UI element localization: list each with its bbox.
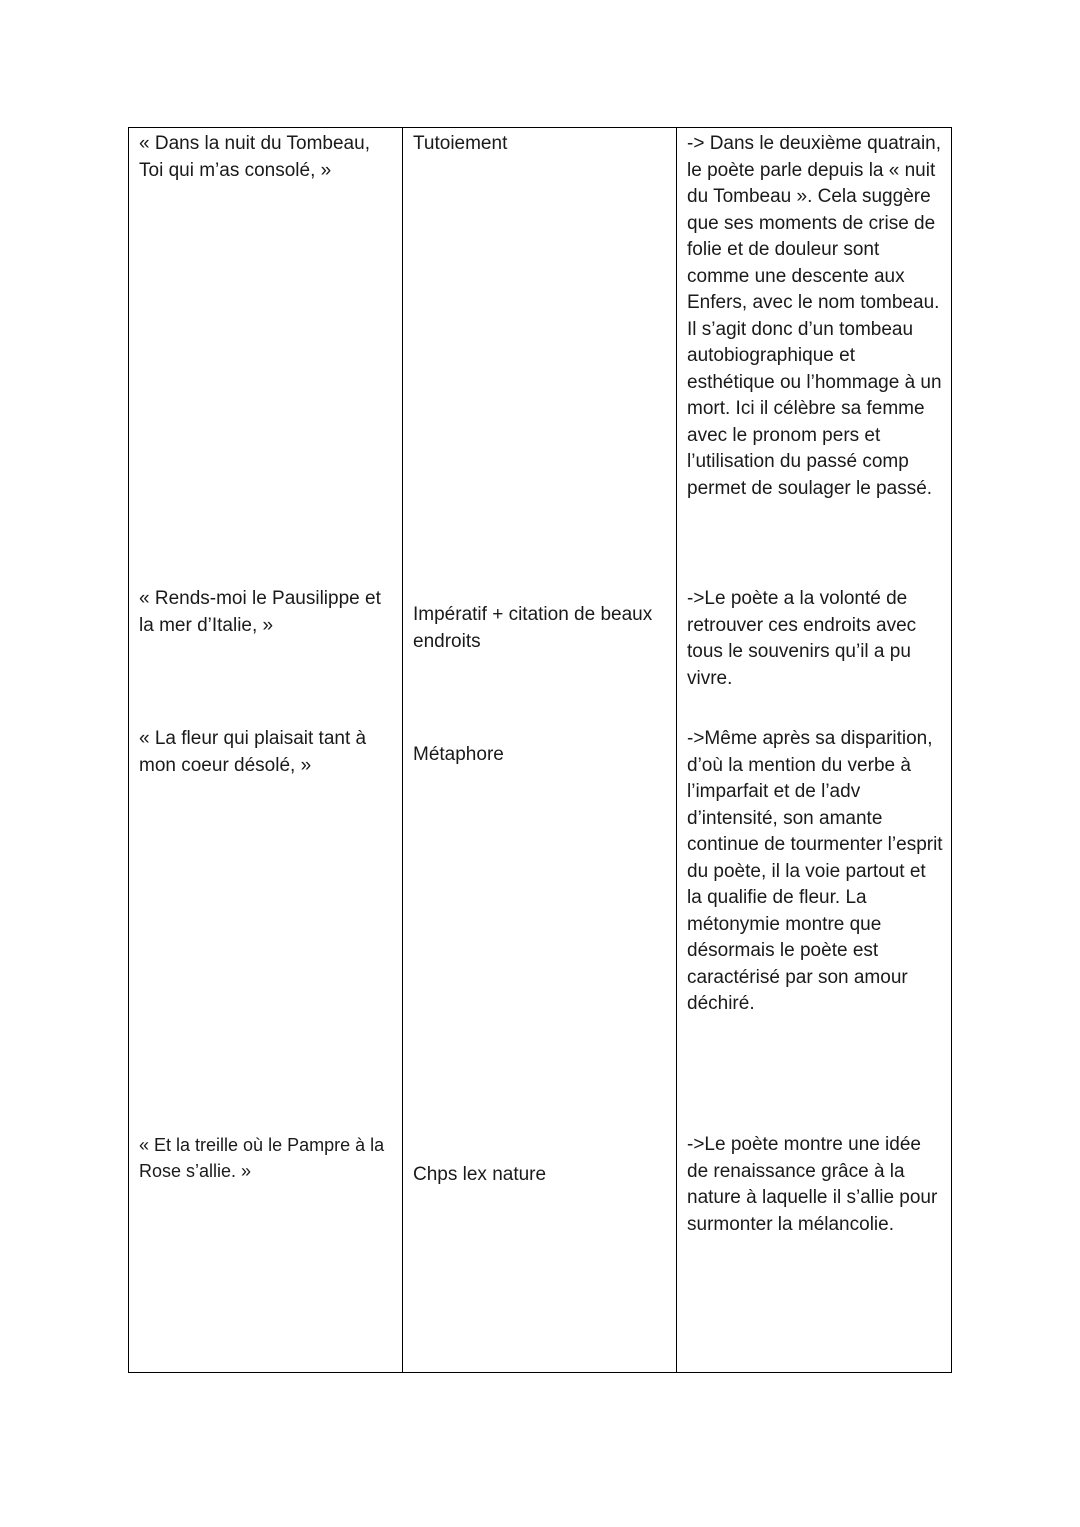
quote-cell (129, 128, 403, 573)
table-row (129, 1118, 952, 1373)
quote-cell (129, 712, 403, 1118)
figure-text: Tutoiement (413, 133, 508, 154)
analysis-cell (677, 572, 952, 712)
analysis-text: ->Le poète montre une idée de renaissance grâce à la nature à laquelle il s’allie pour surmonter la mélancolie. (687, 1134, 938, 1235)
analysis-cell (677, 1118, 952, 1373)
figure-text: Métaphore (413, 744, 504, 765)
table-row (129, 712, 952, 1118)
figure-cell (403, 572, 677, 712)
figure-text: Impératif + citation de beaux endroits (413, 604, 653, 652)
analysis-text: ->Le poète a la volonté de retrouver ces endroits avec tous le souvenirs qu’il a pu vivre. (687, 588, 917, 689)
figure-cell (403, 1118, 677, 1373)
quote-text: « Et la treille où le Pampre à la Rose s’allie. » (139, 1135, 385, 1181)
analysis-text: ->Même après sa disparition, d’où la mention du verbe à l’imparfait et de l’adv d’intensité, son amante continue de tourmenter l’esprit du poète, il la voie partout et la qualifie de fleur. La métonymie montre que désormais le poète est caractérisé par son amour déchiré. (687, 728, 943, 1014)
figure-cell (403, 712, 677, 1118)
quote-cell (129, 572, 403, 712)
quote-cell (129, 1118, 403, 1373)
quote-text: « Dans la nuit du Tombeau, Toi qui m’as consolé, » (139, 133, 370, 181)
figure-text: Chps lex nature (413, 1164, 547, 1185)
table-row (129, 572, 952, 712)
analysis-cell (677, 712, 952, 1118)
quote-text: « La fleur qui plaisait tant à mon coeur désolé, » (139, 728, 367, 776)
figure-cell (403, 128, 677, 573)
analysis-text: -> Dans le deuxième quatrain, le poète parle depuis la « nuit du Tombeau ». Cela suggère que ses moments de crise de folie et de douleur sont comme une descente aux Enfers, avec le nom tombeau. Il s’agit donc d’un tombeau autobiographique et esthétique ou l’hommage à un mort. Ici il célèbre sa femme avec le pronom pers et l’utilisation du passé comp permet de soulager le passé. (687, 133, 942, 499)
table-row (129, 128, 952, 573)
analysis-table (128, 127, 952, 1373)
analysis-cell (677, 128, 952, 573)
quote-text: « Rends-moi le Pausilippe et la mer d’Italie, » (139, 588, 381, 636)
